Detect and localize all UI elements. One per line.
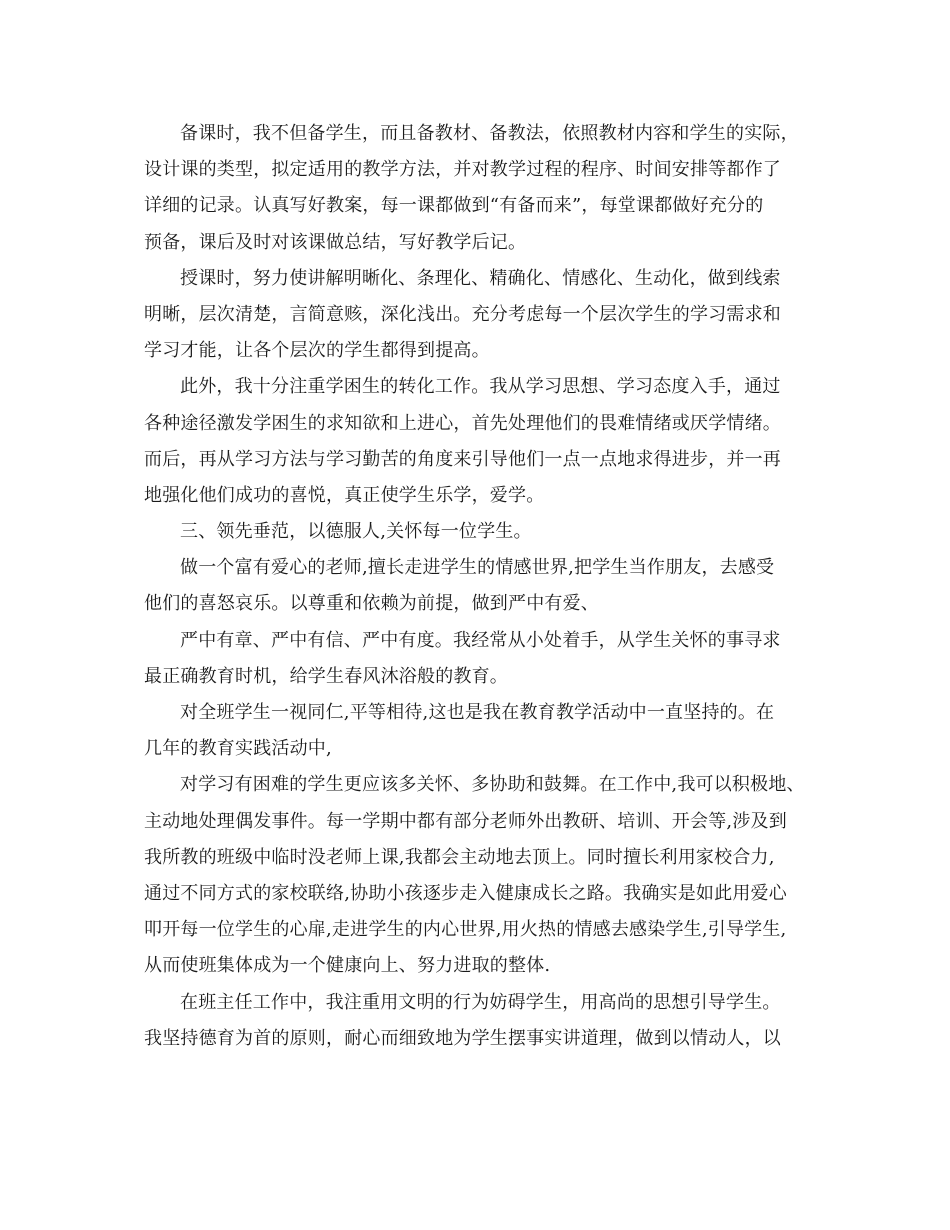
text-line: 在班主任工作中，我注重用文明的行为妨碍学生，用高尚的思想引导学生。 — [180, 991, 781, 1013]
document-body — [144, 116, 824, 1057]
text-line: 授课时，努力使讲解明晰化、条理化、精确化、情感化、生动化，做到线索 — [180, 267, 781, 289]
text-line: 而后，再从学习方法与学习勤苦的角度来引导他们一点一点地求得进步，并一再 — [144, 448, 781, 470]
text-line: 从而使班集体成为一个健康向上、努力进取的整体. — [144, 955, 551, 977]
text-line: 备课时，我不但备学生，而且备教材、备教法，依照教材内容和学生的实际， — [180, 123, 799, 144]
text-line: 主动地处理偶发事件。每一学期中都有部分老师外出教研、培训、开会等,涉及到 — [144, 810, 787, 832]
text-line: 严中有章、严中有信、严中有度。我经常从小处着手，从学生关怀的事寻求 — [180, 629, 781, 651]
text-line: 几年的教育实践活动中, — [144, 738, 332, 760]
text-line: 我坚持德育为首的原则，耐心而细致地为学生摆事实讲道理，做到以情动人，以 — [144, 1027, 781, 1049]
text-line: 明晰，层次清楚，言简意赅，深化浅出。充分考虑每一个层次学生的学习需求和 — [144, 303, 781, 325]
text-line: 各种途径激发学困生的求知欲和上进心，首先处理他们的畏难情绪或厌学情绪。 — [144, 412, 781, 434]
text-line: 学习才能，让各个层次的学生都得到提高。 — [144, 340, 490, 362]
text-line: 设计课的类型，拟定适用的教学方法，并对教学过程的程序、时间安排等都作了 — [144, 159, 781, 181]
text-line: 最正确教育时机，给学生春风沐浴般的教育。 — [144, 665, 508, 687]
text-line: 三、领先垂范，以德服人,关怀每一位学生。 — [180, 521, 532, 543]
text-line: 叩开每一位学生的心扉,走进学生的内心世界,用火热的情感去感染学生,引导学生, — [144, 919, 787, 941]
text-line: 我所教的班级中临时没老师上课,我都会主动地去顶上。同时擅长利用家校合力, — [144, 846, 775, 868]
text-line: 对学习有困难的学生更应该多关怀、多协助和鼓舞。在工作中,我可以积极地、 — [180, 774, 805, 796]
text-line: 对全班学生一视同仁,平等相待,这也是我在教育教学活动中一直坚持的。在 — [180, 702, 775, 723]
text-line: 此外，我十分注重学困生的转化工作。我从学习思想、学习态度入手，通过 — [180, 376, 781, 398]
text-line: 详细的记录。认真写好教案，每一课都做到“有备而来”，每堂课都做好充分的 — [144, 195, 764, 217]
text-line: 预备，课后及时对该课做总结，写好教学后记。 — [144, 231, 527, 253]
text-line: 通过不同方式的家校联络,协助小孩逐步走入健康成长之路。我确实是如此用爱心 — [144, 882, 787, 904]
text-line: 地强化他们成功的喜悦，真正使学生乐学，爱学。 — [144, 484, 545, 506]
text-line: 做一个富有爱心的老师,擅长走进学生的情感世界,把学生当作朋友，去感受 — [180, 557, 775, 579]
text-line: 他们的喜怒哀乐。以尊重和依赖为前提，做到严中有爱、 — [144, 593, 599, 615]
